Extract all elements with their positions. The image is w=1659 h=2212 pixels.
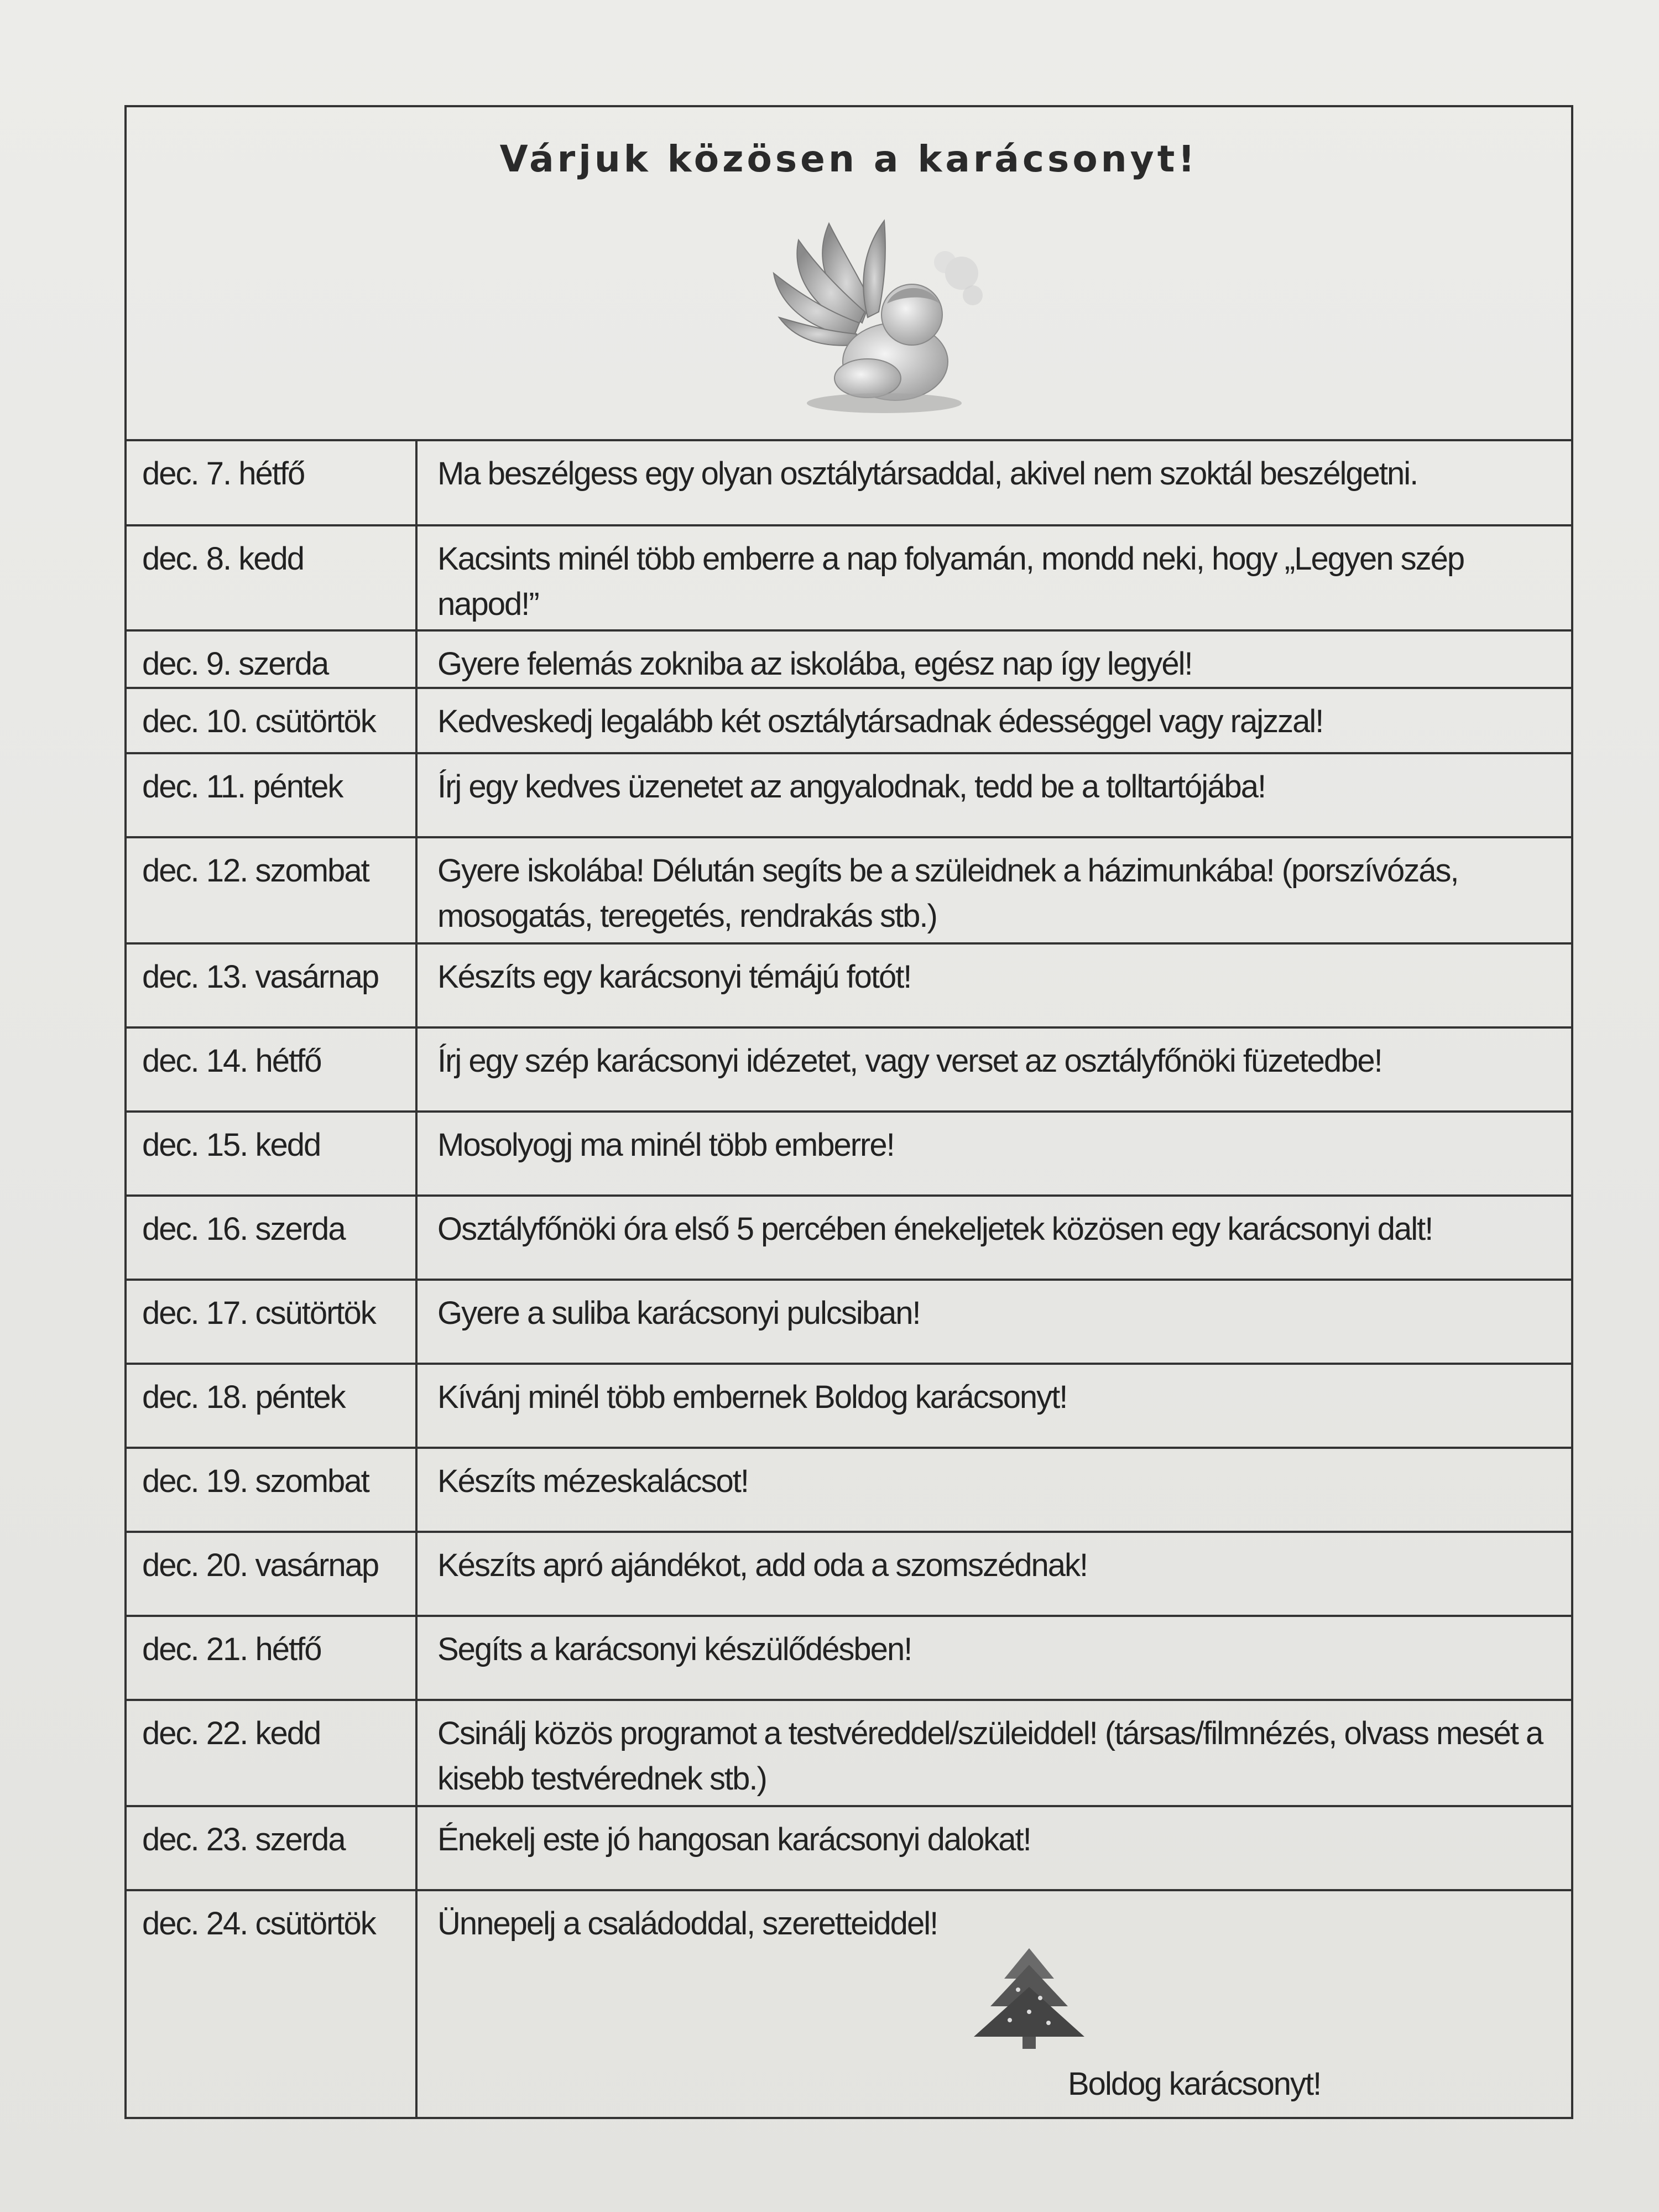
- day-cell: dec. 24. csütörtök: [127, 1890, 416, 2117]
- table-row: [127, 688, 1571, 753]
- day-cell: dec. 20. vasárnap: [127, 1532, 416, 1616]
- day-cell: dec. 8. kedd: [127, 525, 416, 630]
- table-row: [127, 1364, 1571, 1448]
- closing-greeting: Boldog karácsonyt!: [1068, 2066, 1321, 2102]
- table-row: [127, 1700, 1571, 1806]
- task-cell: Készíts egy karácsonyi témájú fotót!: [416, 943, 1571, 1027]
- day-cell: dec. 21. hétfő: [127, 1616, 416, 1700]
- task-cell: Ma beszélgess egy olyan osztálytársaddal, akivel nem szoktál beszélgetni.: [416, 441, 1571, 525]
- day-cell: dec. 14. hétfő: [127, 1027, 416, 1112]
- day-cell: dec. 13. vasárnap: [127, 943, 416, 1027]
- final-task-block: [437, 1901, 1554, 2117]
- task-cell: Kedveskedj legalább két osztálytársadnak édességgel vagy rajzzal!: [416, 688, 1571, 753]
- table-row: [127, 1280, 1571, 1364]
- table-row: [127, 943, 1571, 1027]
- advent-calendar-document: [124, 105, 1573, 2119]
- table-row: [127, 441, 1571, 525]
- day-cell: dec. 15. kedd: [127, 1112, 416, 1196]
- table-row: [127, 753, 1571, 837]
- day-cell: dec. 17. csütörtök: [127, 1280, 416, 1364]
- day-cell: dec. 10. csütörtök: [127, 688, 416, 753]
- day-cell: dec. 7. hétfő: [127, 441, 416, 525]
- task-cell: Írj egy kedves üzenetet az angyalodnak, tedd be a tolltartójába!: [416, 753, 1571, 837]
- task-cell: Gyere felemás zokniba az iskolába, egész nap így legyél!: [416, 630, 1571, 688]
- day-cell: dec. 18. péntek: [127, 1364, 416, 1448]
- table-row: [127, 837, 1571, 943]
- task-cell: Segíts a karácsonyi készülődésben!: [416, 1616, 1571, 1700]
- page-title: Várjuk közösen a karácsonyt!: [499, 138, 1198, 180]
- task-cell: Gyere iskolába! Délután segíts be a szüleidnek a házimunkába! (porszívózás, mosogatás, teregetés, rendrakás stb.): [416, 837, 1571, 943]
- table-row: [127, 1532, 1571, 1616]
- sleeping-angel-icon: [746, 212, 989, 417]
- table-row: [127, 630, 1571, 688]
- table-row: [127, 525, 1571, 630]
- day-cell: dec. 23. szerda: [127, 1806, 416, 1890]
- day-cell: dec. 12. szombat: [127, 837, 416, 943]
- task-cell: [416, 1890, 1571, 2117]
- task-cell: Csinálj közös programot a testvéreddel/szüleiddel! (társas/filmnézés, olvass mesét a kisebb testvérednek stb.): [416, 1700, 1571, 1806]
- task-cell: Kacsints minél több emberre a nap folyamán, mondd neki, hogy „Legyen szép napod!”: [416, 525, 1571, 630]
- task-cell: Mosolyogj ma minél több emberre!: [416, 1112, 1571, 1196]
- day-cell: dec. 9. szerda: [127, 630, 416, 688]
- task-cell: Készíts apró ajándékot, add oda a szomszédnak!: [416, 1532, 1571, 1616]
- table-row: [127, 1448, 1571, 1532]
- task-cell: Írj egy szép karácsonyi idézetet, vagy verset az osztályfőnöki füzetedbe!: [416, 1027, 1571, 1112]
- task-cell: Készíts mézeskalácsot!: [416, 1448, 1571, 1532]
- table-row: [127, 1196, 1571, 1280]
- day-cell: dec. 11. péntek: [127, 753, 416, 837]
- document-header: [127, 107, 1571, 441]
- table-row: [127, 1890, 1571, 2117]
- task-cell: Osztályfőnöki óra első 5 percében énekeljetek közösen egy karácsonyi dalt!: [416, 1196, 1571, 1280]
- calendar-table: [127, 441, 1571, 2117]
- task-cell: Gyere a suliba karácsonyi pulcsiban!: [416, 1280, 1571, 1364]
- table-row: [127, 1027, 1571, 1112]
- day-cell: dec. 22. kedd: [127, 1700, 416, 1806]
- task-cell: Énekelj este jó hangosan karácsonyi dalokat!: [416, 1806, 1571, 1890]
- christmas-tree-icon: [957, 1945, 1101, 2056]
- task-text: Ünnepelj a családoddal, szeretteiddel!: [437, 1906, 938, 1942]
- day-cell: dec. 16. szerda: [127, 1196, 416, 1280]
- table-row: [127, 1112, 1571, 1196]
- table-row: [127, 1806, 1571, 1890]
- day-cell: dec. 19. szombat: [127, 1448, 416, 1532]
- task-cell: Kívánj minél több embernek Boldog karácsonyt!: [416, 1364, 1571, 1448]
- table-row: [127, 1616, 1571, 1700]
